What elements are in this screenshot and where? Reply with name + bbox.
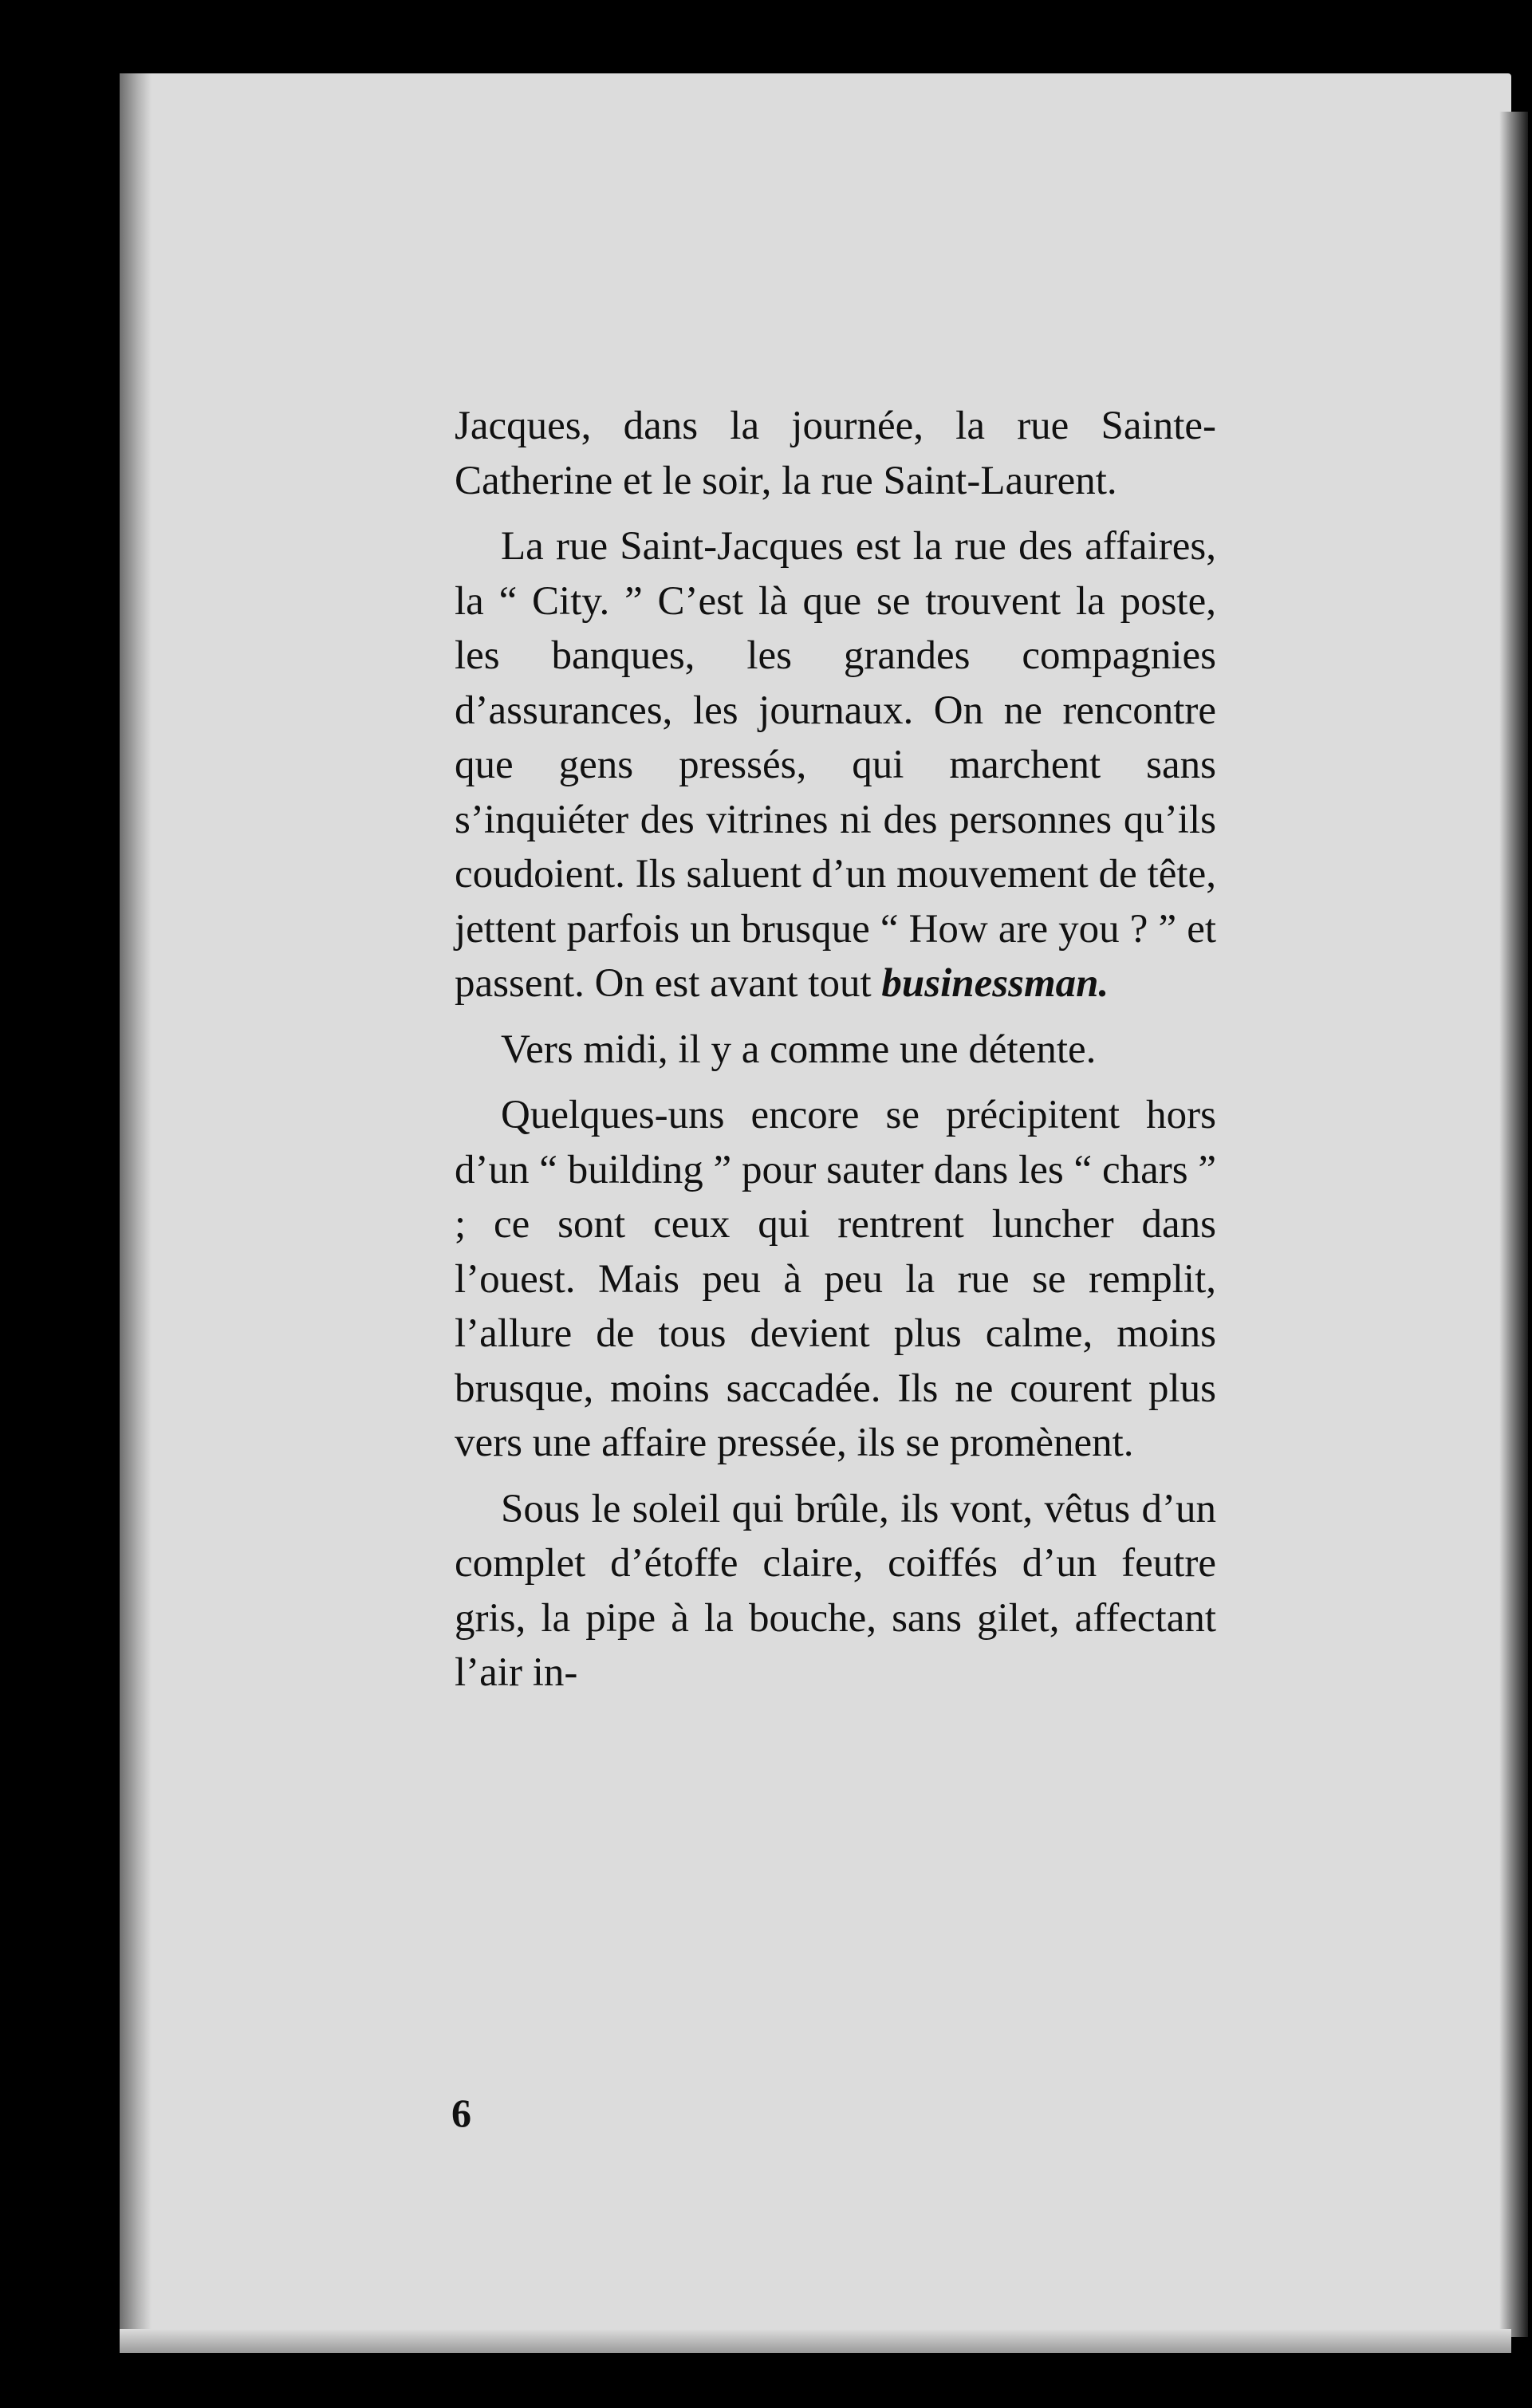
page-right-edge: [1499, 112, 1528, 2337]
page-bottom-edge: [120, 2329, 1511, 2353]
paragraph-2: [455, 519, 1216, 1011]
paragraph-3: Vers midi, il y a comme une détente.: [501, 1027, 1097, 1072]
page-number: 6: [451, 2091, 471, 2135]
paragraph-1: Jacques, dans la journée, la rue Sainte-Catherine et le soir, la rue Saint-Laurent.: [455, 404, 1216, 503]
paragraph-2-emphasis: businessman.: [881, 961, 1109, 1006]
paragraph-4: Quelques-uns encore se précipitent hors d’un “ building ” pour sauter dans les “ chars ” ; ce sont ceux qui rentrent luncher dans l’ouest. Mais peu à peu la rue se remplit, l’allure de tous devient plus calme, moins brusque, moins saccadée. Ils ne courent plus vers une affaire pressée, ils se promènent.: [455, 1093, 1216, 1465]
paragraph-2-text: La rue Saint-Jacques est la rue des affaires, la “ City. ” C’est là que se trouvent la poste, les banques, les grandes compagnies d’assurances, les journaux. On ne rencontre que gens pressés, qui marchent sans s’inquiéter des vitrines ni des personnes qu’ils coudoient. Ils saluent d’un mouvement de tête, jettent parfois un brusque “ How are you ? ” et passent. On est avant tout: [455, 524, 1216, 1006]
paragraph-5: Sous le soleil qui brûle, ils vont, vêtus d’un complet d’étoffe claire, coiffés d’un feutre gris, la pipe à la bouche, sans gilet, affectant l’air in-: [455, 1486, 1216, 1695]
body-text: [455, 399, 1216, 1712]
page-left-edge: [120, 73, 152, 2351]
